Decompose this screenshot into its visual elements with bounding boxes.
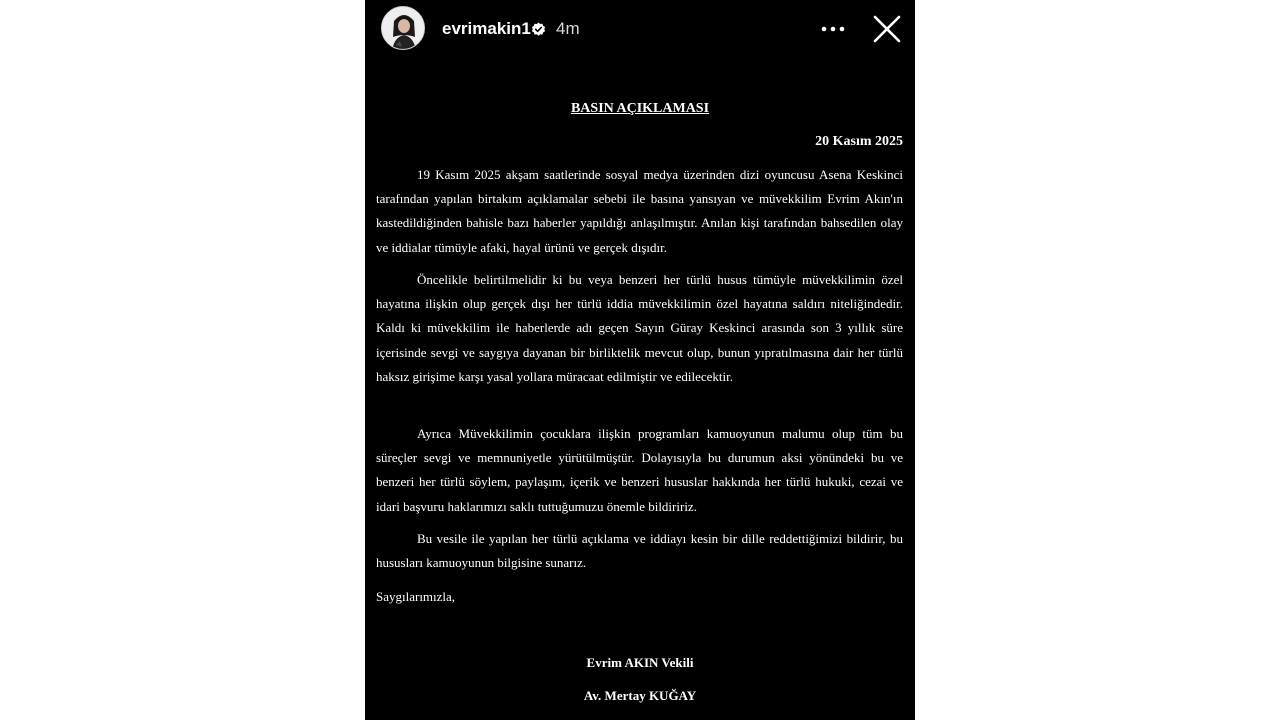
document-title: BASIN AÇIKLAMASI [570,101,710,116]
document-paragraph: Öncelikle belirtilmelidir ki bu veya benzeri her türlü husus tümüyle müvekkilimin özel hayatına ilişkin olup gerçek dışı her türlü iddia müvekkilimin özel hayatına saldırı niteliğindedir. Kaldı ki müvekkilim ile haberlerde adı geçen Sayın Güray Keskinci arasında son 3 yıllık süre içerisinde sevgi ve saygıya dayanan bir birliktelik mevcut olup, bunun yıpratılmasına dair her türlü haksız girişime karşı yasal yollara müracaat edilmiştir ve edilecektir. [376,272,903,384]
signature-line-1: Evrim AKIN Vekili [586,655,694,670]
document-closing: Saygılarımızla, [376,589,456,604]
more-options-icon[interactable] [820,18,846,40]
avatar[interactable] [381,6,425,50]
verified-badge-icon [531,22,546,37]
document-paragraph: 19 Kasım 2025 akşam saatlerinde sosyal medya üzerinden dizi oyuncusu Asena Keskinci tarafından yapılan birtakım açıklamalar sebebi ile basına yansıyan ve müvekkilim Evrim Akın'ın kastedildiğinden bahisle bazı haberler yapıldığı anlaşılmıştır. Anılan kişi tarafından bahsedilen olay ve iddialar tümüyle afaki, hayal ürünü ve gerçek dışıdır. [376,167,903,255]
signature-line-2: Av. Mertay KUĞAY [583,688,697,703]
story-username[interactable]: evrimakin1 [442,19,531,38]
press-release-document [365,0,915,720]
avatar-image [382,7,425,50]
story-time: 4m [556,19,580,38]
document-date: 20 Kasım 2025 [815,134,903,149]
story-header [365,0,915,60]
document-paragraph: Bu vesile ile yapılan her türlü açıklama ve iddiayı kesin bir dille reddettiğimizi bildirir, bu hususları kamuoyunun bilgisine sunarız. [376,531,903,571]
document-paragraph: Ayrıca Müvekkilimin çocuklara ilişkin programları kamuoyunun malumu olup tüm bu süreçler sevgi ve memnuniyetle yürütülmüştür. Dolayısıyla bu durumun aksi yönündeki bu ve benzeri her türlü söylem, paylaşım, içerik ve benzeri hususlar hakkında her türlü hukuki, cezai ve idari başvuru haklarımızı saklı tuttuğumuzu önemle bildiririz. [376,426,903,514]
story-viewer[interactable] [365,0,915,720]
close-icon[interactable] [870,12,904,46]
